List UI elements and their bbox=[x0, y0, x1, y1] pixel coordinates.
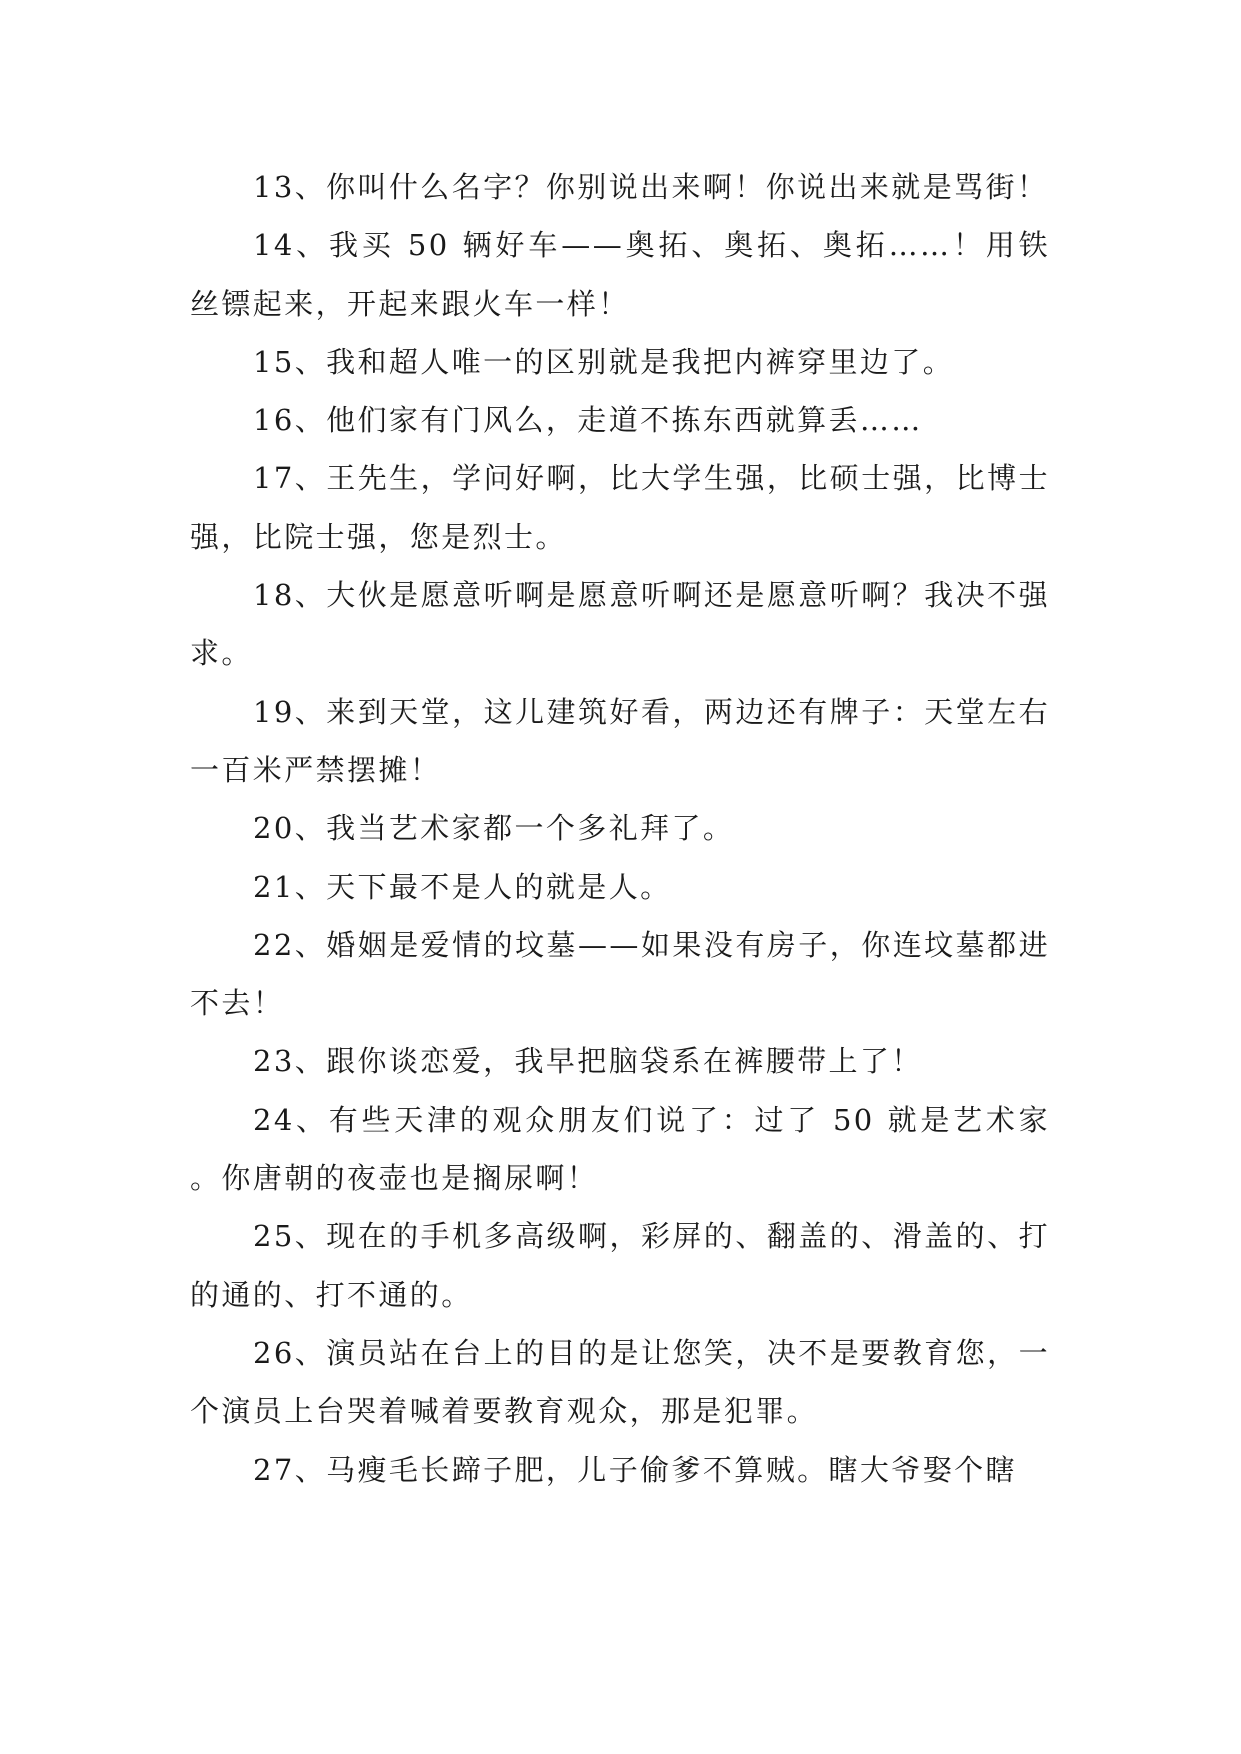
paragraph-23: 23、跟你谈恋爱，我早把脑袋系在裤腰带上了！ bbox=[253, 1044, 923, 1079]
paragraph-21: 21、天下最不是人的就是人。 bbox=[253, 869, 672, 904]
paragraph-25: 25、现在的手机多高级啊，彩屏的、翻盖的、滑盖的、打的通的、打不通的。 bbox=[190, 1219, 1050, 1312]
paragraph-24: 24、有些天津的观众朋友们说了：过了 50 就是艺术家。你唐朝的夜壶也是搁尿啊！ bbox=[190, 1102, 1050, 1196]
paragraph-26: 26、演员站在台上的目的是让您笑，决不是要教育您，一个演员上台哭着喊着要教育观众，那是犯罪。 bbox=[190, 1335, 1050, 1429]
paragraph-19: 19、来到天堂，这儿建筑好看，两边还有牌子：天堂左右一百米严禁摆摊！ bbox=[190, 694, 1050, 787]
paragraph-16: 16、他们家有门风么，走道不拣东西就算丢…… bbox=[253, 403, 923, 438]
document-body bbox=[190, 158, 1050, 1499]
paragraph-15: 15、我和超人唯一的区别就是我把内裤穿里边了。 bbox=[253, 344, 955, 379]
paragraph-13: 13、你叫什么名字？你别说出来啊！你说出来就是骂街！ bbox=[253, 170, 1049, 204]
paragraph-22: 22、婚姻是爱情的坟墓——如果没有房子，你连坟墓都进不去！ bbox=[190, 927, 1050, 1021]
paragraph-27: 27、马瘦毛长蹄子肥，儿子偷爹不算贼。瞎大爷娶个瞎 bbox=[253, 1452, 1017, 1487]
paragraph-20: 20、我当艺术家都一个多礼拜了。 bbox=[253, 811, 735, 846]
paragraph-18: 18、大伙是愿意听啊是愿意听啊还是愿意听啊？我决不强求。 bbox=[190, 578, 1050, 671]
paragraph-17: 17、王先生，学问好啊，比大学生强，比硕士强，比博士强，比院士强，您是烈士。 bbox=[190, 461, 1050, 554]
paragraph-14: 14、我买 50 辆好车——奥拓、奥拓、奥拓……！用铁丝镖起来，开起来跟火车一样！ bbox=[190, 228, 1050, 321]
